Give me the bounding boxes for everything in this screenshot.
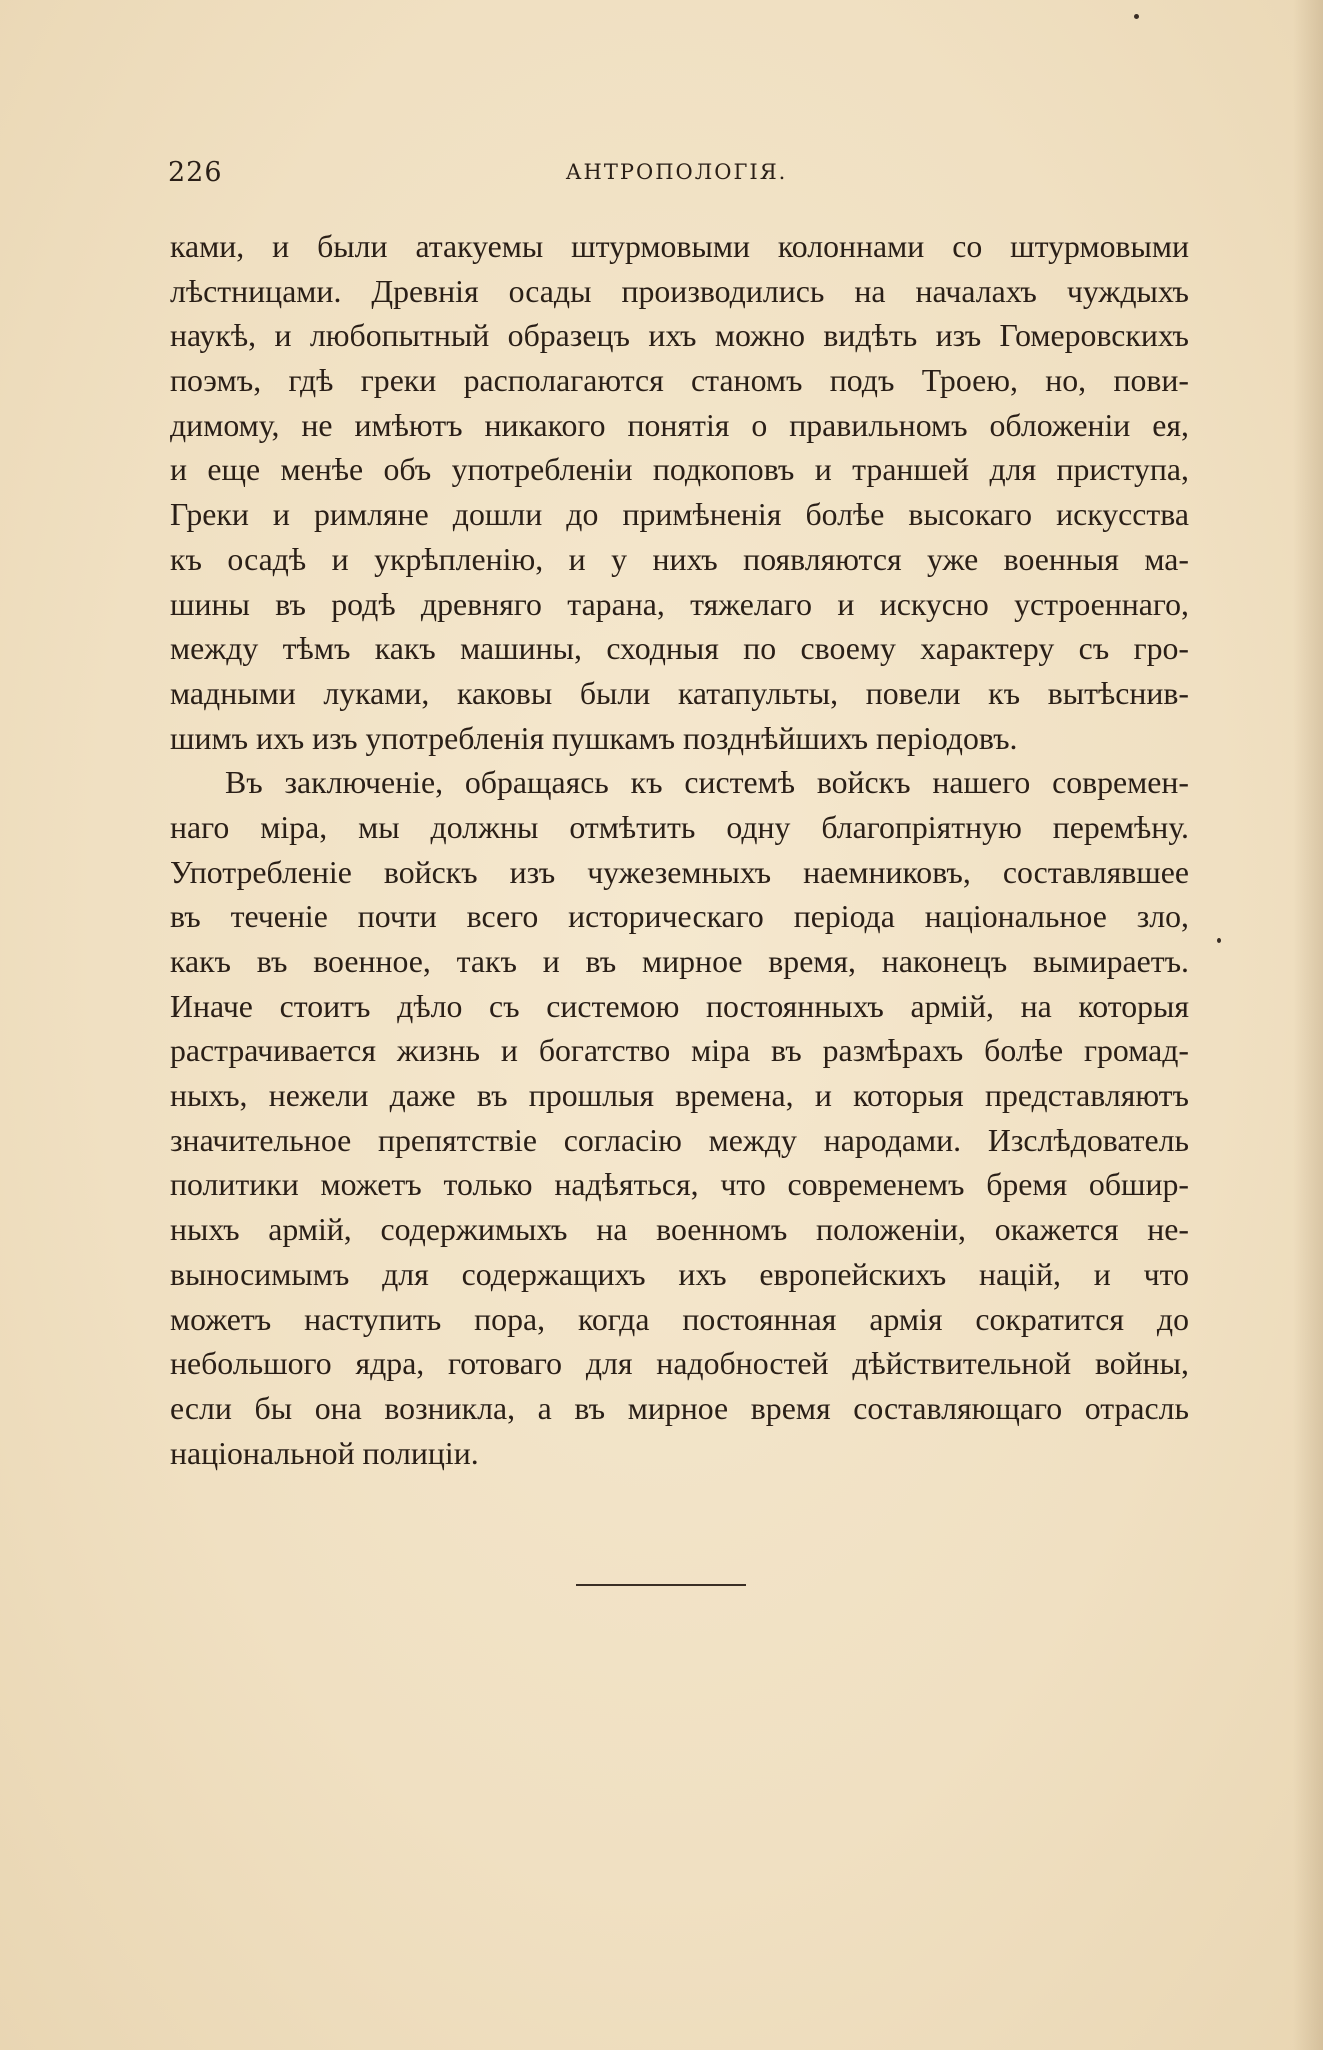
text-line: наго міра, мы должны отмѣтить одну благопріятную перемѣну. — [170, 809, 1189, 845]
text-line: Употребленіе войскъ изъ чужеземныхъ наемниковъ, составлявшее — [170, 854, 1189, 890]
text-line: ныхъ, нежели даже въ прошлыя времена, и которыя представляютъ — [170, 1078, 1189, 1114]
text-line: національной полиціи. — [170, 1435, 479, 1471]
body-text — [170, 225, 1189, 1476]
text-line: политики можетъ только надѣяться, что современемъ бремя обшир- — [170, 1167, 1189, 1203]
text-line: растрачивается жизнь и богатство міра въ размѣрахъ болѣе громад- — [170, 1033, 1189, 1069]
text-line: Въ заключеніе, обращаясь къ системѣ войскъ нашего современ- — [225, 765, 1189, 801]
text-line: ками, и были атакуемы штурмовыми колоннами со штурмовыми — [170, 229, 1189, 264]
text-line: если бы она возникла, а въ мирное время составляющаго отрасль — [170, 1390, 1189, 1426]
text-line: Греки и римляне дошли до примѣненія болѣе высокаго искусства — [170, 497, 1189, 533]
text-line: можетъ наступить пора, когда постоянная армія сократится до — [170, 1301, 1189, 1337]
text-line: значительное препятствіе согласію между народами. Изслѣдователь — [170, 1122, 1189, 1158]
text-line: димому, не имѣютъ никакого понятія о правильномъ обложеніи ея, — [170, 407, 1189, 443]
text-line: какъ въ военное, такъ и въ мирное время, наконецъ вымираетъ. — [170, 944, 1189, 979]
text-line: выносимымъ для содержащихъ ихъ европейскихъ націй, и что — [170, 1256, 1189, 1292]
section-end-rule — [576, 1584, 746, 1586]
text-line: шины въ родѣ древняго тарана, тяжелаго и искусно устроеннаго, — [170, 586, 1189, 622]
text-line: ныхъ армій, содержимыхъ на военномъ положеніи, окажется не- — [170, 1212, 1189, 1248]
text-line: мадными луками, каковы были катапульты, повели къ вытѣснив- — [170, 675, 1189, 711]
paragraph — [170, 761, 1189, 1476]
running-head: АНТРОПОЛОГІЯ. — [565, 160, 788, 184]
page-number: 226 — [168, 157, 223, 188]
text-line: Иначе стоитъ дѣло съ системою постоянныхъ армій, на которыя — [170, 988, 1189, 1024]
text-line: къ осадѣ и укрѣпленію, и у нихъ появляются уже военныя ма- — [170, 541, 1189, 577]
text-line: между тѣмъ какъ машины, сходныя по своему характеру съ гро- — [170, 631, 1189, 667]
paper-speck — [1134, 14, 1139, 19]
paragraph — [170, 225, 1189, 761]
text-line: въ теченіе почти всего историческаго періода національное зло, — [170, 899, 1189, 935]
text-line: и еще менѣе объ употребленіи подкоповъ и траншей для приступа, — [170, 452, 1189, 488]
text-line: небольшого ядра, готоваго для надобностей дѣйствительной войны, — [170, 1346, 1189, 1382]
paper-speck — [1217, 938, 1221, 943]
text-line: поэмъ, гдѣ греки располагаются станомъ подъ Троею, но, пови- — [170, 363, 1189, 399]
text-line: лѣстницами. Древнія осады производились на началахъ чуждыхъ — [170, 273, 1189, 309]
text-line: шимъ ихъ изъ употребленія пушкамъ позднѣйшихъ періодовъ. — [170, 720, 1018, 756]
text-line: наукѣ, и любопытный образецъ ихъ можно видѣть изъ Гомеровскихъ — [170, 318, 1189, 354]
